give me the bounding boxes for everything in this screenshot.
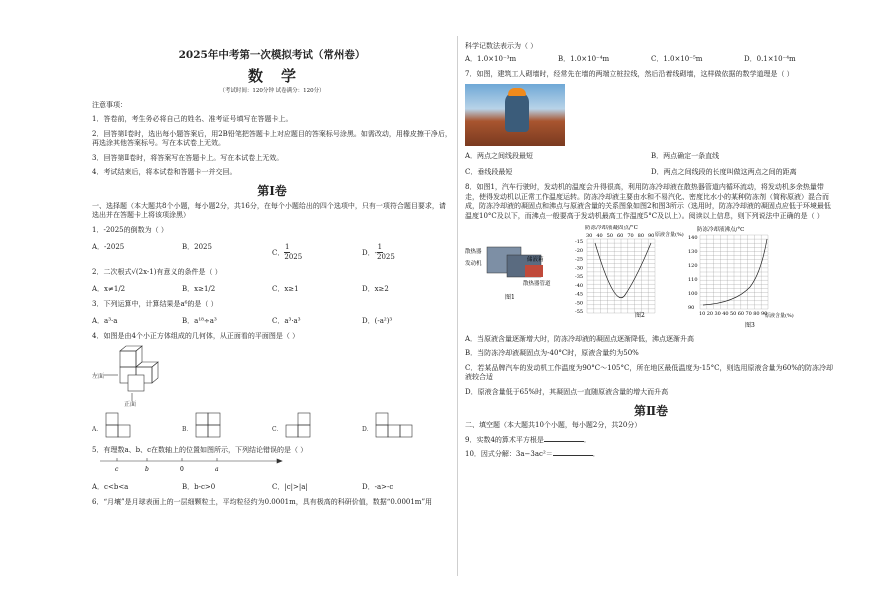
part2-instructions: 二、填空题（本大题共10个小题，每小题2分，共20分） xyxy=(465,421,642,430)
q7-stem: 7．如图，建筑工人砌墙时，经常先在墙的两端立桩拉线，然后沿着线砌墙，这样做依据的数学道理是（ ） xyxy=(465,69,794,78)
q2-stem: 2．二次根式√(2x-1)有意义的条件是（ ） xyxy=(92,267,222,276)
q4-option-d xyxy=(362,411,452,441)
q7-option-a: A．两点之间线段最短 xyxy=(465,152,534,161)
q9-blank[interactable] xyxy=(544,436,584,442)
q8-option-d: D．原液含量低于65%时，其凝固点一直随原液含量的增大而升高 xyxy=(465,387,669,396)
q1-stem: 1．-2025的倒数为（ ） xyxy=(92,225,168,234)
svg-text:C．: C． xyxy=(272,426,283,434)
q1-option-b: B．2025 xyxy=(182,242,212,251)
q6-stem: 6．“月壤”是月球表面上的一层细颗粒土，平均粒径约为0.0001m，具有极高的科研价值，数据“0.0001m”用 xyxy=(92,497,433,506)
q4-option-b xyxy=(182,411,272,441)
q7-option-d: D．两点之间线段的长度叫做这两点之间的距离 xyxy=(651,167,797,176)
fig2-ytick: -55 xyxy=(575,308,584,315)
fig3-xtick: 60 xyxy=(737,310,745,317)
q6-stem-continued: 科学记数法表示为（ ） xyxy=(465,42,538,50)
fig2-xtick: 90 xyxy=(648,232,655,239)
fig3-ytick: 110 xyxy=(688,276,698,283)
figure-1-engine xyxy=(465,247,551,301)
q4-option-a xyxy=(92,411,182,441)
q10: 10．因式分解：3a−3ac²＝ ． xyxy=(465,450,600,459)
fig2-xtick: 80 xyxy=(637,232,645,239)
q7-options xyxy=(465,152,837,183)
q8-option-a: A．当原液含量逐渐增大时，防冻冷却液的凝固点逐渐降低，沸点逐渐升高 xyxy=(465,334,695,343)
note-2: 2．回答第Ⅰ卷时，选出每小题答案后，用2B铅笔把答题卡上对应题目的答案标号涂黑。如需改动，用橡皮擦干净后，再选涂其他答案标号。写在本试卷上无效。 xyxy=(92,129,452,148)
axis-label-a: a xyxy=(215,466,219,474)
axis-label-b: b xyxy=(145,466,149,474)
q3-stem: 3．下列运算中，计算结果是a⁶的是（ ） xyxy=(92,299,218,308)
q5-option-b: B．b-c>0 xyxy=(182,483,216,492)
q9: 9．实数4的算术平方根是 ． xyxy=(465,435,591,444)
fig3-xtick: 40 xyxy=(722,310,729,317)
fig1-label-radiator: 散热器 xyxy=(465,248,482,255)
exam-meta: （考试时间：120分钟 试卷满分：120分） xyxy=(219,88,325,95)
front-face-label: 正面 xyxy=(124,401,137,408)
q2-option-d: D．x≥2 xyxy=(362,285,389,294)
fig3-xtick: 80 xyxy=(753,310,760,317)
q2-option-a: A．x≠1/2 xyxy=(92,285,126,294)
fig2-ytick: -30 xyxy=(575,265,584,272)
q4-stem: 4．如图是由4个小正方体组成的几何体，从正面看的平面图是（ ） xyxy=(92,331,300,340)
q1-option-d: D．- $\frac{1}{2025}$ xyxy=(362,242,395,262)
fig2-xtick: 40 xyxy=(596,232,603,239)
fig3-ytick: 140 xyxy=(688,234,698,241)
column-divider xyxy=(457,36,458,576)
fig2-xtick: 60 xyxy=(617,232,624,239)
q5-number-line xyxy=(92,455,452,475)
exam-subject: 数学 xyxy=(247,67,314,86)
axis-label-0: 0 xyxy=(180,466,184,474)
fig2-ytick: -15 xyxy=(575,238,584,245)
fig2-ytick: -45 xyxy=(575,291,584,298)
q8-option-b: B．当防冻冷却液凝固点为-40°C时，原液含量约为50% xyxy=(465,349,639,358)
axis-label-c: c xyxy=(115,466,119,474)
note-3: 3．回答第Ⅱ卷时，将答案写在答题卡上。写在本试卷上无效。 xyxy=(92,153,284,162)
exam-title: 2025年中考第一次模拟考试（常州卷） xyxy=(178,49,366,61)
q6-option-c: C．1.0×10⁻⁵m xyxy=(651,55,703,64)
q8-figure-svg xyxy=(465,225,837,335)
figure-2-chart xyxy=(575,225,684,319)
fig2-ytick: -50 xyxy=(575,300,584,307)
bricklayer-photo xyxy=(465,84,565,146)
svg-text:A．: A． xyxy=(92,426,103,434)
q1-option-a: A．-2025 xyxy=(92,242,125,251)
fig3-xtick: 50 xyxy=(730,310,737,317)
q6-option-b: B．1.0×10⁻⁴m xyxy=(558,55,610,64)
fig2-ytick: -25 xyxy=(575,256,584,263)
fig2-ytick: -40 xyxy=(575,282,584,289)
fig3-ytick: 130 xyxy=(688,248,698,255)
fig1-label-tank: 储液箱 xyxy=(527,256,544,263)
q5-stem: 5．有理数a、b、c在数轴上的位置如图所示，下列结论错误的是（ ） xyxy=(92,446,308,455)
fig2-xtick: 70 xyxy=(627,232,634,239)
cube-solid-drawing xyxy=(92,345,212,407)
fig1-label-engine: 发动机 xyxy=(465,260,482,267)
left-column xyxy=(92,40,452,507)
fig3-ytick: 120 xyxy=(688,262,698,269)
q7-option-b: B．两点确定一条直线 xyxy=(651,152,720,161)
q4-options xyxy=(92,411,452,441)
figure-3-chart xyxy=(688,225,794,329)
q4-solid-figure xyxy=(92,345,452,407)
fig3-xtick: 30 xyxy=(714,310,721,317)
fig3-xtick: 90 xyxy=(761,310,768,317)
fig2-title: 防冻冷却液凝固点/°C xyxy=(585,224,638,231)
fig1-caption: 图1 xyxy=(505,293,515,301)
q6-option-a: A．1.0×10⁻³m xyxy=(465,55,517,64)
q8-figures xyxy=(465,225,837,335)
fig2-ytick: -20 xyxy=(575,247,584,254)
note-1: 1．答卷前，考生务必将自己的姓名、准考证号填写在答题卡上。 xyxy=(92,115,293,124)
q3-option-a: A．a³·a xyxy=(92,317,118,326)
q5-options xyxy=(92,483,452,492)
q5-option-a: A．c<b<a xyxy=(92,483,129,492)
note-4: 4．考试结束后，将本试卷和答题卡一并交回。 xyxy=(92,168,237,177)
fig2-xlabel: 原液含量(%) xyxy=(655,231,684,238)
fig3-xtick: 20 xyxy=(706,310,714,317)
left-face-label: 左面 xyxy=(92,373,105,381)
notes-heading: 注意事项： xyxy=(92,100,127,109)
fig3-xtick: 10 xyxy=(699,310,706,317)
fig3-ytick: 100 xyxy=(688,290,698,297)
q1-option-c: C． $\frac{1}{2025}$ xyxy=(272,242,303,262)
q2-option-c: C．x≥1 xyxy=(272,285,299,294)
q8-option-c: C．若某品牌汽车的发动机工作温度为90°C～105°C，所在地区最低温度为-15°C，则选用原液含量为60%的防冻冷却液较合适 xyxy=(465,363,834,382)
q8-stem: 8．如图1，汽车行驶时，发动机的温度会升得很高，利用防冻冷却液在散热器管道内循环流动，将发动机多余热量带走，使得发动机以正常工作温度运转。防冻冷却液主要由水和不易汽化、密度比水小的某种防冻剂（简称原液）混合而成，防冻冷却液的凝固点和沸点与原液含量的关系图象如图2和图3所示（选用时，防冻冷却液的凝固点应低于环境最低温度10°C及以下，而沸点一般要高于发动机最高工作温度5°C及以上）。阅读以上信息，则下列说法中正确的是（ ） xyxy=(465,183,831,220)
q3-options xyxy=(92,317,452,326)
svg-text:B．: B． xyxy=(182,426,193,434)
fig3-xtick: 70 xyxy=(745,310,752,317)
fig2-xtick: 50 xyxy=(606,232,614,239)
fig3-xlabel: 原液含量(%) xyxy=(765,312,794,319)
q10-blank[interactable] xyxy=(553,450,593,456)
right-column xyxy=(465,42,837,460)
fig2-ytick: -35 xyxy=(575,273,584,280)
part1-label: 第Ⅰ卷 xyxy=(257,184,287,199)
fig2-xtick: 30 xyxy=(586,232,593,239)
fig3-ytick: 90 xyxy=(688,304,695,311)
q6-options xyxy=(465,55,837,64)
q3-option-b: B．a¹⁸÷a³ xyxy=(182,317,217,326)
q3-option-c: C．a³·a³ xyxy=(272,317,301,326)
part1-instructions: 一、选择题（本大题共8个小题，每小题2分，共16分，在每个小题给出的四个选项中，只有一项符合题目要求，请选出并在答题卡上将该项涂黑） xyxy=(92,201,446,220)
svg-text:D．: D． xyxy=(362,426,373,434)
q4-option-c xyxy=(272,411,362,441)
q2-options xyxy=(92,285,452,294)
q3-option-d: D．(-a²)³ xyxy=(362,317,393,326)
q1-options xyxy=(92,243,452,263)
fig3-title: 防冻冷却液沸点/°C xyxy=(697,226,745,233)
fig3-caption: 图3 xyxy=(745,321,755,329)
q2-option-b: B．x≥1/2 xyxy=(182,285,216,294)
q6-option-d: D．0.1×10⁻⁴m xyxy=(744,55,796,64)
q5-option-c: C．|c|>|a| xyxy=(272,483,308,492)
fig2-caption: 图2 xyxy=(635,311,645,319)
q5-option-d: D．-a>-c xyxy=(362,483,394,492)
fig1-label-pipe: 散热器管道 xyxy=(523,280,551,287)
part2-label: 第Ⅱ卷 xyxy=(633,404,669,419)
q7-option-c: C．垂线段最短 xyxy=(465,167,513,176)
